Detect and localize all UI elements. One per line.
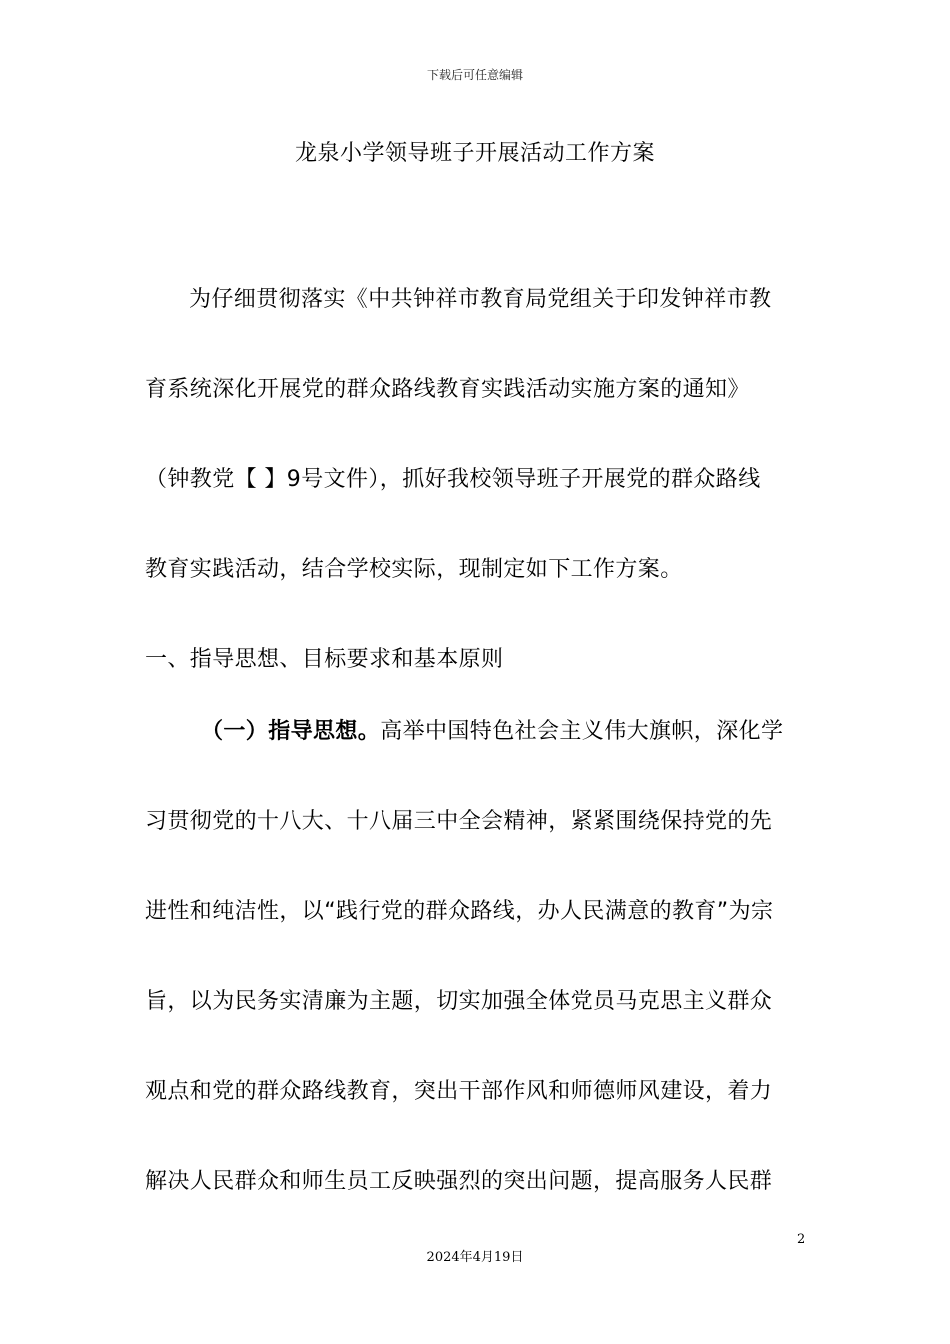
subsection-1-line-4: 旨，以为民务实清廉为主题，切实加强全体党员马克思主义群众 <box>145 989 773 1014</box>
section-heading-1: 一、指导思想、目标要求和基本原则 <box>145 647 504 672</box>
subsection-1-line-6: 解决人民群众和师生员工反映强烈的突出问题，提高服务人民群 <box>145 1169 773 1194</box>
subsection-1-line-2: 习贯彻党的十八大、十八届三中全会精神，紧紧围绕保持党的先 <box>145 809 773 834</box>
header-note: 下载后可任意编辑 <box>426 68 523 82</box>
page-number: 2 <box>797 1232 806 1247</box>
subsection-1-first-text: 高举中国特色社会主义伟大旗帜，深化学 <box>380 719 784 744</box>
subsection-1-line-3: 进性和纯洁性，以“践行党的群众路线，办人民满意的教育”为宗 <box>145 899 774 924</box>
document-title: 龙泉小学领导班子开展活动工作方案 <box>294 141 655 166</box>
intro-line-1: 为仔细贯彻落实《中共钟祥市教育局党组关于印发钟祥市教 <box>189 287 772 312</box>
intro-line-3: （钟教党【 】9号文件），抓好我校领导班子开展党的群众路线 <box>145 467 761 492</box>
intro-line-2: 育系统深化开展党的群众路线教育实践活动实施方案的通知》 <box>145 377 750 402</box>
subsection-1-label: （一）指导思想。 <box>201 719 381 744</box>
subsection-1-line-5: 观点和党的群众路线教育，突出干部作风和师德师风建设，着力 <box>145 1079 773 1104</box>
subsection-1-first-line <box>145 708 795 798</box>
footer-date: 2024年4月19日 <box>426 1250 524 1265</box>
document-body <box>145 276 795 1248</box>
intro-line-4: 教育实践活动，结合学校实际，现制定如下工作方案。 <box>145 557 683 582</box>
